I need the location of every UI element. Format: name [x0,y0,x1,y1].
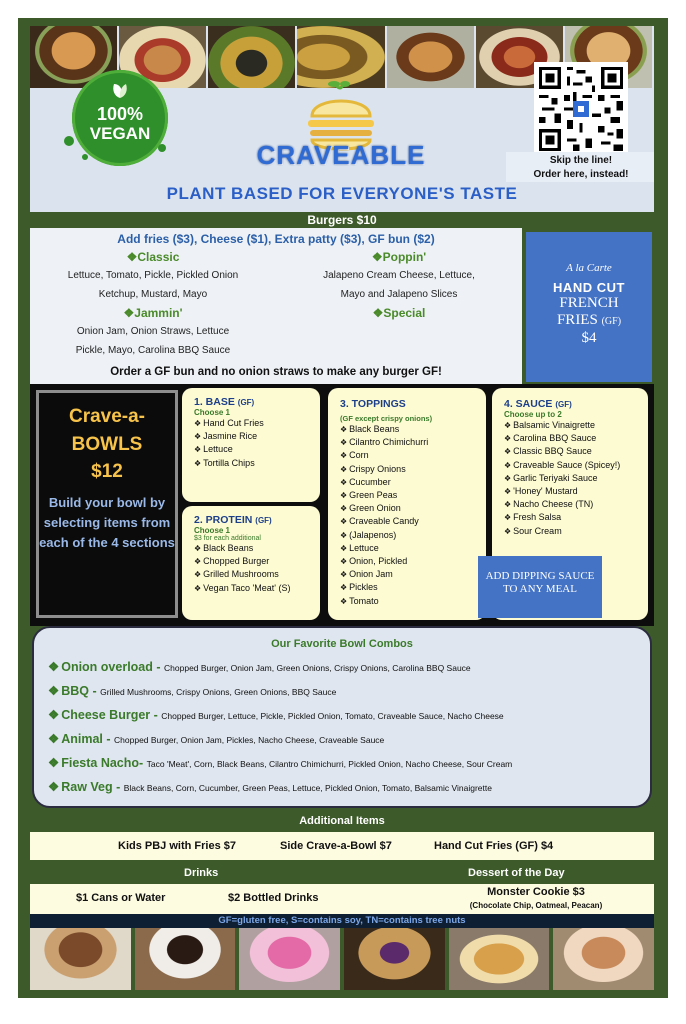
combo-name: ❖ Animal - [48,732,114,746]
protein-list [194,542,320,595]
cupcake-photo [239,928,340,990]
card-note: $3 for each additional [194,535,261,542]
fries-line [526,312,652,330]
topping-item: ❖ Craveable Candy [340,515,486,528]
card-choose: Choose up to 2 [504,410,562,419]
base-item: ❖ Tortilla Chips [194,457,320,470]
combo-items: Grilled Mushrooms, Crispy Onions, Green Onions, BBQ Sauce [100,687,337,697]
burger-desc: Pickle, Mayo, Carolina BBQ Sauce [75,345,231,356]
combo-name: ❖ Fiesta Nacho- [48,756,147,770]
fries-line: FRENCH [559,295,619,311]
gf-note: Order a GF bun and no onion straws to make any burger GF! [110,366,442,378]
dessert-detail: (Chocolate Chip, Oatmeal, Peacan) [469,901,603,910]
combo-name: ❖ BBQ - [48,684,100,698]
cupcake-photo [344,928,445,990]
topping-item: ❖ Pickles [340,581,486,594]
fries-line-text: FRIES [556,312,598,328]
fries-price: $4 [581,330,597,346]
burger-name: ❖Jammin' [123,306,183,320]
crave-description: Build your bowl by selecting items from each of the 4 sections [39,495,175,550]
additional-item: Hand Cut Fries (GF) $4 [434,840,554,852]
card-title [194,396,320,408]
protein-item: ❖ Black Beans [194,542,320,555]
card-title: 3. TOPPINGS [340,398,406,410]
topping-item: ❖ Cilantro Chimichurri [340,436,486,449]
fries-gf: (GF) [601,316,622,327]
base-item: ❖ Jasmine Rice [194,430,320,443]
card-gf: (GF) [555,400,572,409]
cupcake-photo-strip [30,928,654,990]
sauce-item: ❖ Nacho Cheese (TN) [504,498,648,511]
crave-price: $12 [91,461,123,482]
burger-name-text: Classic [137,250,180,264]
qr-code[interactable] [534,62,628,156]
allergen-legend: GF=gluten free, S=contains soy, TN=contains tree nuts [30,914,654,928]
drink-item: $2 Bottled Drinks [228,892,319,904]
card-title-text: 1. BASE [194,396,235,408]
qr-caption-line: Order here, instead! [533,169,629,180]
topping-item: ❖ Cucumber [340,476,486,489]
topping-item: ❖ Lettuce [340,542,486,555]
toppings-card [328,388,486,620]
topping-item: ❖ Tomato [340,595,486,608]
fries-title: HAND CUT [553,280,625,295]
card-title [504,398,648,410]
combo-items: Chopped Burger, Onion Jam, Pickles, Nacho Cheese, Craveable Sauce [114,735,385,745]
burger-desc: Onion Jam, Onion Straws, Lettuce [76,326,230,337]
sauce-item: ❖ Sour Cream [504,525,648,538]
card-title-text: 4. SAUCE [504,398,553,410]
additional-header: Additional Items [299,815,385,827]
card-choose: Choose 1 [194,526,231,535]
sauce-item: ❖ Fresh Salsa [504,511,648,524]
burger-addons: Add fries ($3), Cheese ($1), Extra patty ($3), GF bun ($2) [117,232,435,246]
combos-title: Our Favorite Bowl Combos [271,638,413,650]
drinks-dessert-header [30,864,654,882]
protein-item: ❖ Chopped Burger [194,555,320,568]
card-choose: Choose 1 [194,408,231,417]
combo-row [48,682,638,700]
card-title-text: 2. PROTEIN [194,514,253,526]
burger-desc: Mayo and Jalapeno Slices [340,289,458,300]
sauce-item: ❖ Balsamic Vinaigrette [504,419,648,432]
burger-poppin [276,248,522,304]
fries-photo [208,26,297,88]
combo-items: Chopped Burger, Onion Jam, Green Onions, Crispy Onions, Carolina BBQ Sauce [164,663,471,673]
combo-name: ❖ Onion overload - [48,660,164,674]
dessert-name: Monster Cookie $3 [487,886,585,898]
qr-caption-line: Skip the line! [549,155,613,166]
base-card [182,388,320,502]
combo-row [48,778,638,796]
burger-classic [30,248,276,304]
burger-name: ❖Poppin' [371,250,427,264]
burger-desc: Jalapeno Cream Cheese, Lettuce, [323,270,475,281]
burger-name-text: Special [383,306,426,320]
cupcake-photo [553,928,654,990]
protein-item: ❖ Grilled Mushrooms [194,568,320,581]
burger-name: ❖Classic [126,250,180,264]
topping-item: ❖ Green Peas [340,489,486,502]
card-note: (GF except crispy onions) [340,414,433,423]
base-item: ❖ Lettuce [194,443,320,456]
fries-alacarte: A la Carte [566,262,612,274]
decor-dot [82,154,88,160]
burgers-panel [30,228,522,384]
combo-row [48,730,638,748]
tagline: PLANT BASED FOR EVERYONE'S TASTE [166,184,518,203]
combo-items: Chopped Burger, Lettuce, Pickle, Pickled Onion, Tomato, Craveable Sauce, Nacho Cheese [161,711,504,721]
fries-box [526,232,652,382]
drinks-header: Drinks [184,867,219,879]
combo-row [48,658,638,676]
burger-photo [387,26,476,88]
burger-desc: Ketchup, Mustard, Mayo [98,289,208,300]
topping-item: ❖ Onion, Pickled [340,555,486,568]
sauce-item: ❖ Garlic Teriyaki Sauce [504,472,648,485]
dessert-header: Dessert of the Day [468,867,565,879]
sauce-item: ❖ Craveable Sauce (Spicey!) [504,459,648,472]
burger-name: ❖Special [372,306,426,320]
sauce-item: ❖ Carolina BBQ Sauce [504,432,648,445]
crave-title-line: BOWLS [71,434,143,455]
combos-panel [32,626,652,808]
topping-item: ❖ Corn [340,449,486,462]
crave-a-bowls-box [36,390,178,618]
topping-item: ❖ Crispy Onions [340,463,486,476]
protein-item: ❖ Vegan Taco 'Meat' (S) [194,582,320,595]
burger-jammin [30,304,276,360]
base-list [194,417,320,470]
brand-name: CRAVEABLE [256,140,426,170]
crave-title-line: Crave-a- [68,406,146,427]
topping-item: ❖ Green Onion [340,502,486,515]
card-gf: (GF) [237,398,255,407]
toppings-list [340,423,486,608]
vegan-percent: 100% [96,104,144,124]
vegan-word: VEGAN [89,124,151,143]
combo-row [48,706,638,724]
qr-caption [506,152,654,182]
cupcake-photo [449,928,550,990]
cupcake-photo [30,928,131,990]
combo-row [48,754,638,772]
combo-name: ❖ Raw Veg - [48,780,124,794]
base-item: ❖ Hand Cut Fries [194,417,320,430]
crave-title [39,403,175,459]
card-gf: (GF) [255,516,272,525]
combo-items: Black Beans, Corn, Cucumber, Green Peas, Lettuce, Pickled Onion, Tomato, Balsamic Vinaigrette [123,783,492,793]
topping-item: ❖ Black Beans [340,423,486,436]
add-dipping-sauce-box: ADD DIPPING SAUCE TO ANY MEAL [478,556,602,618]
sauce-item: ❖ 'Honey' Mustard [504,485,648,498]
card-title [194,514,320,526]
burger-name-text: Jammin' [134,306,183,320]
burger-name-text: Poppin' [382,250,427,264]
topping-item: ❖ (Jalapenos) [340,529,486,542]
sauce-item: ❖ Classic BBQ Sauce [504,445,648,458]
additional-item: Kids PBJ with Fries $7 [118,840,236,852]
burger-special [276,304,522,322]
drinks-dessert-panel [30,884,654,914]
protein-card [182,506,320,620]
combo-items: Taco 'Meat', Corn, Black Beans, Cilantro Chimichurri, Pickled Onion, Nacho Cheese, Sour Cream [146,759,513,769]
topping-item: ❖ Onion Jam [340,568,486,581]
cupcake-photo [135,928,236,990]
burgers-header: Burgers $10 [307,213,377,227]
combo-name: ❖ Cheese Burger - [48,708,161,722]
sauce-list [504,419,648,538]
drink-item: $1 Cans or Water [76,892,166,904]
burger-desc: Lettuce, Tomato, Pickle, Pickled Onion [67,270,239,281]
additional-panel [30,832,654,860]
vegan-badge [72,70,168,166]
menu-header [30,26,654,212]
additional-item: Side Crave-a-Bowl $7 [280,840,392,852]
leaf-icon [110,82,130,100]
